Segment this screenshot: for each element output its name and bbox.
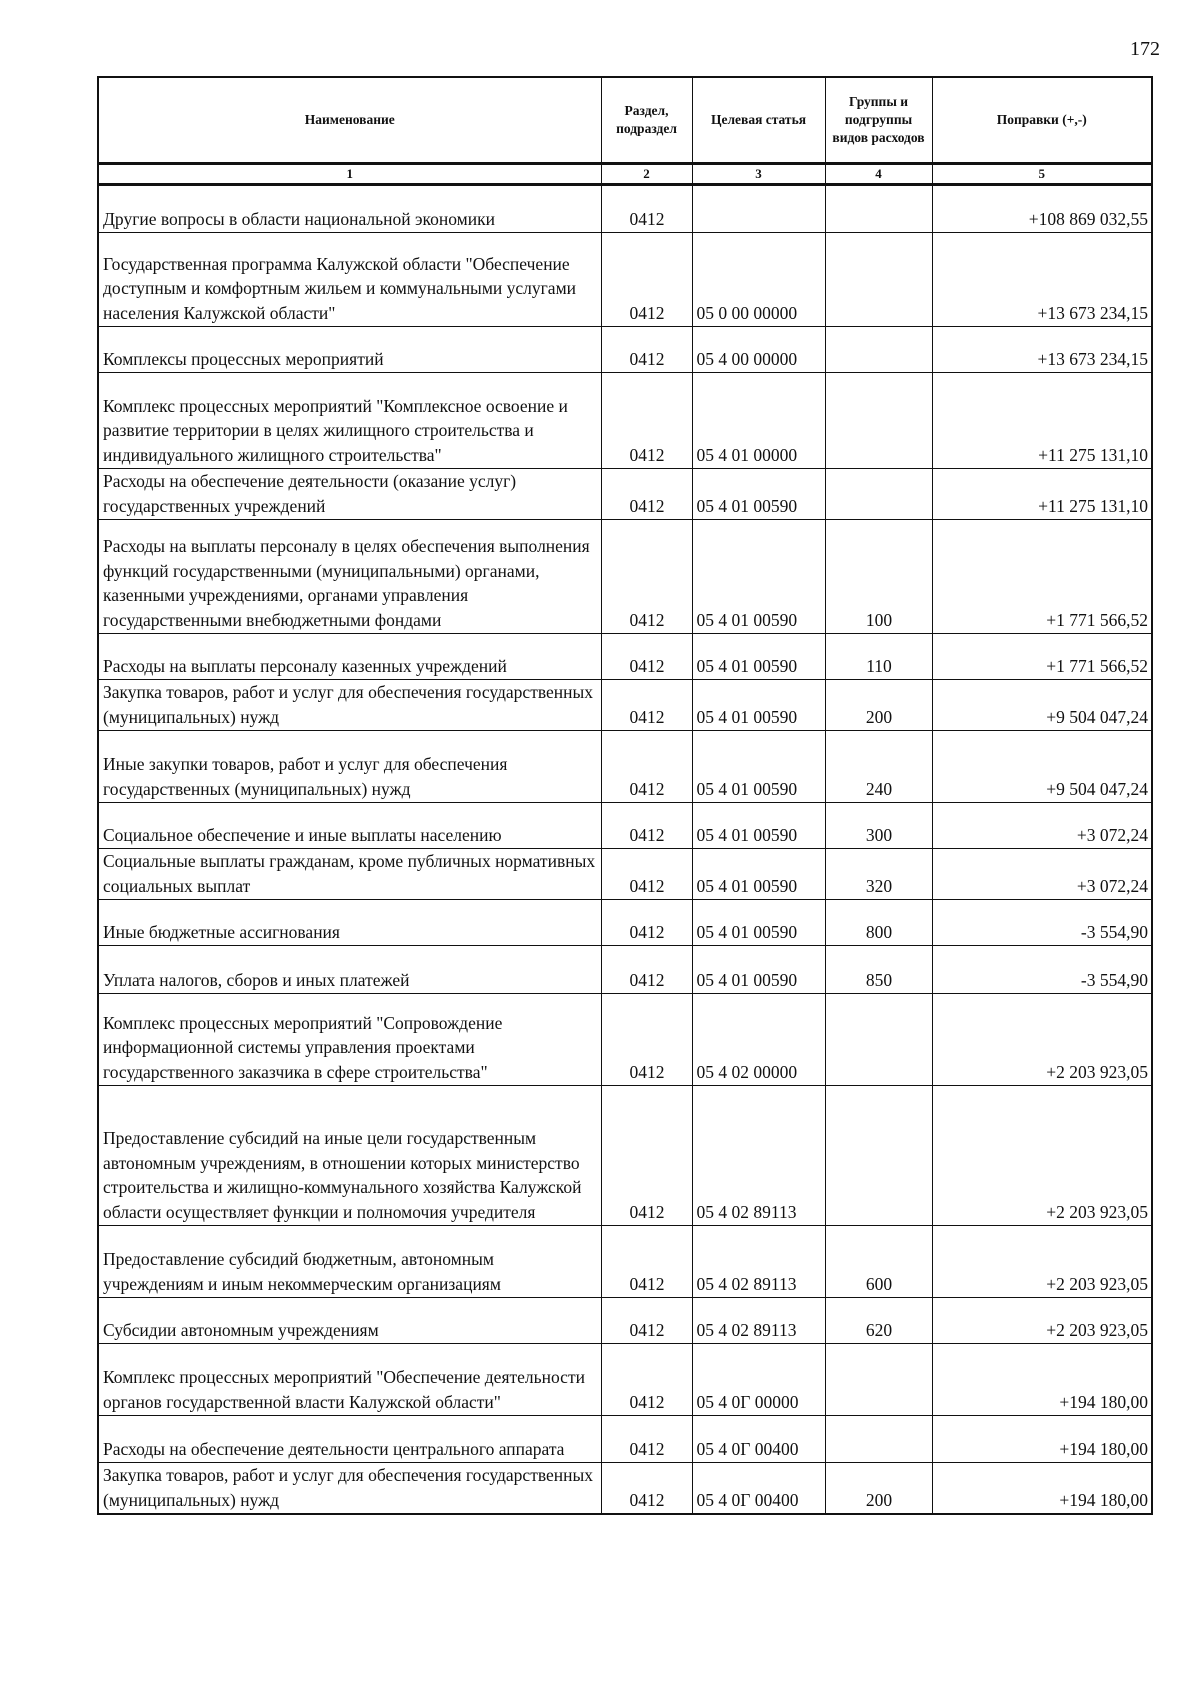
table-row [98, 900, 1152, 946]
row-target-article: 05 4 02 89113 [692, 1086, 825, 1226]
row-target-article: 05 4 01 00590 [692, 634, 825, 680]
table-row [98, 469, 1152, 520]
table-row [98, 1086, 1152, 1226]
table-row [98, 803, 1152, 849]
row-expense-group [825, 994, 932, 1086]
row-amount: +11 275 131,10 [932, 373, 1152, 469]
row-name: Иные закупки товаров, работ и услуг для обеспечения государственных (муниципальных) нужд [98, 731, 601, 803]
row-target-article: 05 4 01 00590 [692, 469, 825, 520]
row-section: 0412 [601, 373, 692, 469]
row-expense-group: 320 [825, 849, 932, 900]
row-amount: +194 180,00 [932, 1416, 1152, 1463]
row-expense-group: 300 [825, 803, 932, 849]
row-name: Социальные выплаты гражданам, кроме публичных нормативных социальных выплат [98, 849, 601, 900]
row-name: Уплата налогов, сборов и иных платежей [98, 946, 601, 994]
row-name: Комплекс процессных мероприятий "Обеспечение деятельности органов государственной власти Калужской области" [98, 1344, 601, 1416]
table-row [98, 1344, 1152, 1416]
row-name: Субсидии автономным учреждениям [98, 1298, 601, 1344]
table-row [98, 680, 1152, 731]
table-row [98, 1463, 1152, 1515]
row-section: 0412 [601, 1344, 692, 1416]
row-target-article: 05 4 01 00590 [692, 680, 825, 731]
row-target-article [692, 185, 825, 233]
row-expense-group [825, 1086, 932, 1226]
column-number: 2 [601, 164, 692, 185]
row-name: Другие вопросы в области национальной экономики [98, 185, 601, 233]
row-target-article: 05 4 02 00000 [692, 994, 825, 1086]
row-name: Комплексы процессных мероприятий [98, 327, 601, 373]
table-header-row [98, 77, 1152, 164]
row-expense-group [825, 373, 932, 469]
row-amount: +2 203 923,05 [932, 1226, 1152, 1298]
table-row [98, 233, 1152, 327]
row-expense-group: 200 [825, 1463, 932, 1515]
row-amount: +2 203 923,05 [932, 994, 1152, 1086]
table-row [98, 849, 1152, 900]
column-number: 1 [98, 164, 601, 185]
row-name: Закупка товаров, работ и услуг для обеспечения государственных (муниципальных) нужд [98, 1463, 601, 1515]
header-name: Наименование [98, 77, 601, 164]
row-section: 0412 [601, 946, 692, 994]
row-target-article: 05 4 02 89113 [692, 1226, 825, 1298]
row-name: Комплекс процессных мероприятий "Комплексное освоение и развитие территории в целях жилищного строительства и индивидуального жилищного строительства" [98, 373, 601, 469]
row-amount: +9 504 047,24 [932, 731, 1152, 803]
row-name: Расходы на обеспечение деятельности центрального аппарата [98, 1416, 601, 1463]
row-amount: +13 673 234,15 [932, 327, 1152, 373]
row-target-article: 05 0 00 00000 [692, 233, 825, 327]
table-row [98, 1416, 1152, 1463]
row-name: Комплекс процессных мероприятий "Сопровождение информационной системы управления проектами государственного заказчика в сфере строительства" [98, 994, 601, 1086]
row-amount: +1 771 566,52 [932, 520, 1152, 634]
header-expense-groups: Группы и подгруппы видов расходов [825, 77, 932, 164]
row-target-article: 05 4 02 89113 [692, 1298, 825, 1344]
row-amount: +3 072,24 [932, 849, 1152, 900]
table-row [98, 946, 1152, 994]
row-expense-group: 620 [825, 1298, 932, 1344]
row-section: 0412 [601, 900, 692, 946]
row-expense-group [825, 327, 932, 373]
row-name: Иные бюджетные ассигнования [98, 900, 601, 946]
row-expense-group [825, 233, 932, 327]
row-target-article: 05 4 0Г 00000 [692, 1344, 825, 1416]
row-target-article: 05 4 0Г 00400 [692, 1416, 825, 1463]
row-expense-group: 110 [825, 634, 932, 680]
column-number: 3 [692, 164, 825, 185]
row-section: 0412 [601, 233, 692, 327]
row-amount: +3 072,24 [932, 803, 1152, 849]
row-expense-group: 850 [825, 946, 932, 994]
row-section: 0412 [601, 185, 692, 233]
row-amount: -3 554,90 [932, 946, 1152, 994]
table-row [98, 994, 1152, 1086]
row-section: 0412 [601, 520, 692, 634]
row-section: 0412 [601, 849, 692, 900]
row-amount: +11 275 131,10 [932, 469, 1152, 520]
row-section: 0412 [601, 680, 692, 731]
row-amount: +194 180,00 [932, 1344, 1152, 1416]
row-amount: +2 203 923,05 [932, 1086, 1152, 1226]
row-target-article: 05 4 0Г 00400 [692, 1463, 825, 1515]
row-name: Расходы на обеспечение деятельности (оказание услуг) государственных учреждений [98, 469, 601, 520]
table-row [98, 327, 1152, 373]
row-target-article: 05 4 00 00000 [692, 327, 825, 373]
row-section: 0412 [601, 994, 692, 1086]
row-expense-group [825, 1416, 932, 1463]
row-amount: +194 180,00 [932, 1463, 1152, 1515]
column-number: 4 [825, 164, 932, 185]
row-section: 0412 [601, 1416, 692, 1463]
row-amount: -3 554,90 [932, 900, 1152, 946]
row-name: Закупка товаров, работ и услуг для обеспечения государственных (муниципальных) нужд [98, 680, 601, 731]
row-target-article: 05 4 01 00590 [692, 849, 825, 900]
table-row [98, 373, 1152, 469]
row-section: 0412 [601, 469, 692, 520]
row-section: 0412 [601, 327, 692, 373]
table-body [98, 185, 1152, 1515]
row-expense-group: 600 [825, 1226, 932, 1298]
row-section: 0412 [601, 1463, 692, 1515]
row-section: 0412 [601, 634, 692, 680]
table-row [98, 731, 1152, 803]
table-row [98, 185, 1152, 233]
row-section: 0412 [601, 803, 692, 849]
page-number: 172 [1130, 38, 1160, 60]
row-name: Социальное обеспечение и иные выплаты населению [98, 803, 601, 849]
row-section: 0412 [601, 1298, 692, 1344]
row-expense-group [825, 1344, 932, 1416]
row-expense-group [825, 185, 932, 233]
row-expense-group: 100 [825, 520, 932, 634]
row-expense-group: 200 [825, 680, 932, 731]
row-expense-group: 240 [825, 731, 932, 803]
row-expense-group [825, 469, 932, 520]
row-name: Предоставление субсидий бюджетным, автономным учреждениям и иным некоммерческим организациям [98, 1226, 601, 1298]
column-number: 5 [932, 164, 1152, 185]
row-amount: +13 673 234,15 [932, 233, 1152, 327]
row-amount: +1 771 566,52 [932, 634, 1152, 680]
table-row [98, 520, 1152, 634]
row-section: 0412 [601, 1226, 692, 1298]
row-amount: +2 203 923,05 [932, 1298, 1152, 1344]
row-section: 0412 [601, 731, 692, 803]
row-name: Государственная программа Калужской области "Обеспечение доступным и комфортным жильем и коммунальными услугами населения Калужской области" [98, 233, 601, 327]
table-row [98, 1226, 1152, 1298]
row-amount: +108 869 032,55 [932, 185, 1152, 233]
row-name: Расходы на выплаты персоналу казенных учреждений [98, 634, 601, 680]
row-target-article: 05 4 01 00000 [692, 373, 825, 469]
row-target-article: 05 4 01 00590 [692, 900, 825, 946]
row-expense-group: 800 [825, 900, 932, 946]
budget-amendments-table [97, 76, 1153, 1515]
header-target-article: Целевая статья [692, 77, 825, 164]
header-amendments: Поправки (+,-) [932, 77, 1152, 164]
table-row [98, 634, 1152, 680]
row-amount: +9 504 047,24 [932, 680, 1152, 731]
row-target-article: 05 4 01 00590 [692, 520, 825, 634]
row-section: 0412 [601, 1086, 692, 1226]
header-section: Раздел, подраздел [601, 77, 692, 164]
row-target-article: 05 4 01 00590 [692, 731, 825, 803]
row-target-article: 05 4 01 00590 [692, 946, 825, 994]
row-target-article: 05 4 01 00590 [692, 803, 825, 849]
table-row [98, 1298, 1152, 1344]
row-name: Расходы на выплаты персоналу в целях обеспечения выполнения функций государственными (муниципальными) органами, казенными учреждениями, органами управления государственными внебюджетными фондами [98, 520, 601, 634]
row-name: Предоставление субсидий на иные цели государственным автономным учреждениям, в отношении которых министерство строительства и жилищно-коммунального хозяйства Калужской области осуществляет функции и полномочия учредителя [98, 1086, 601, 1226]
column-number-row [98, 164, 1152, 185]
